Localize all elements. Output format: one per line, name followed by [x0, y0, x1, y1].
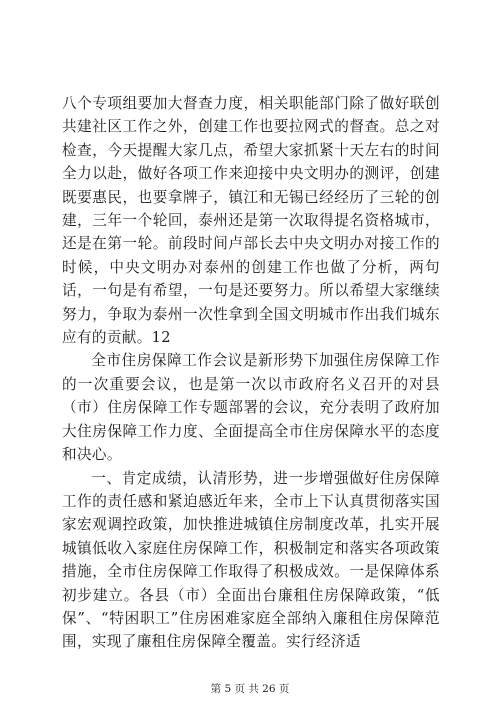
paragraph-3: 一、肯定成绩，认清形势，进一步增强做好住房保障工作的责任感和紧迫感近年来，全市上下认真贯彻落实国家宏观调控政策，加快推进城镇住房制度改革，扎实开展城镇低收入家庭住房保障工作，积极制定和落实各项政策措施，全市住房保障工作取得了积极成效。一是保障体系初步建立。各县（市）全面出台廉租住房保障政策，“低保”、“特困职工”住房困难家庭全部纳入廉租住房保障范围，实现了廉租住房保障全覆盖。实行经济适: [62, 469, 440, 651]
paragraph-1: 八个专项组要加大督查力度，相关职能部门除了做好联创共建社区工作之外，创建工作也要拉网式的督查。总之对检查，今天提醒大家几点，希望大家抓紧十天左右的时间全力以赴，做好各项工作来迎接中央文明办的测评，创建既要惠民，也要拿牌子，镇江和无锡已经经历了三轮的创建，三年一个轮回，泰州还是第一次取得提名资格城市，还是在第一轮。前段时间卢部长去中央文明办对接工作的时候，中央文明办对泰州的创建工作也做了分析，两句话，一句是有希望，一句是还要努力。所以希望大家继续努力，争取为泰州一次性拿到全国文明城市作出我们城东应有的贡献。12: [62, 95, 440, 347]
document-body: [62, 92, 440, 654]
page-number-footer: 第 5 页 共 26 页: [210, 683, 290, 695]
paragraph-2: 全市住房保障工作会议是新形势下加强住房保障工作的一次重要会议，也是第一次以市政府名义召开的对县（市）住房保障工作专题部署的会议，充分表明了政府加大住房保障工作力度、全面提高全市住房保障水平的态度和决心。: [62, 352, 440, 464]
